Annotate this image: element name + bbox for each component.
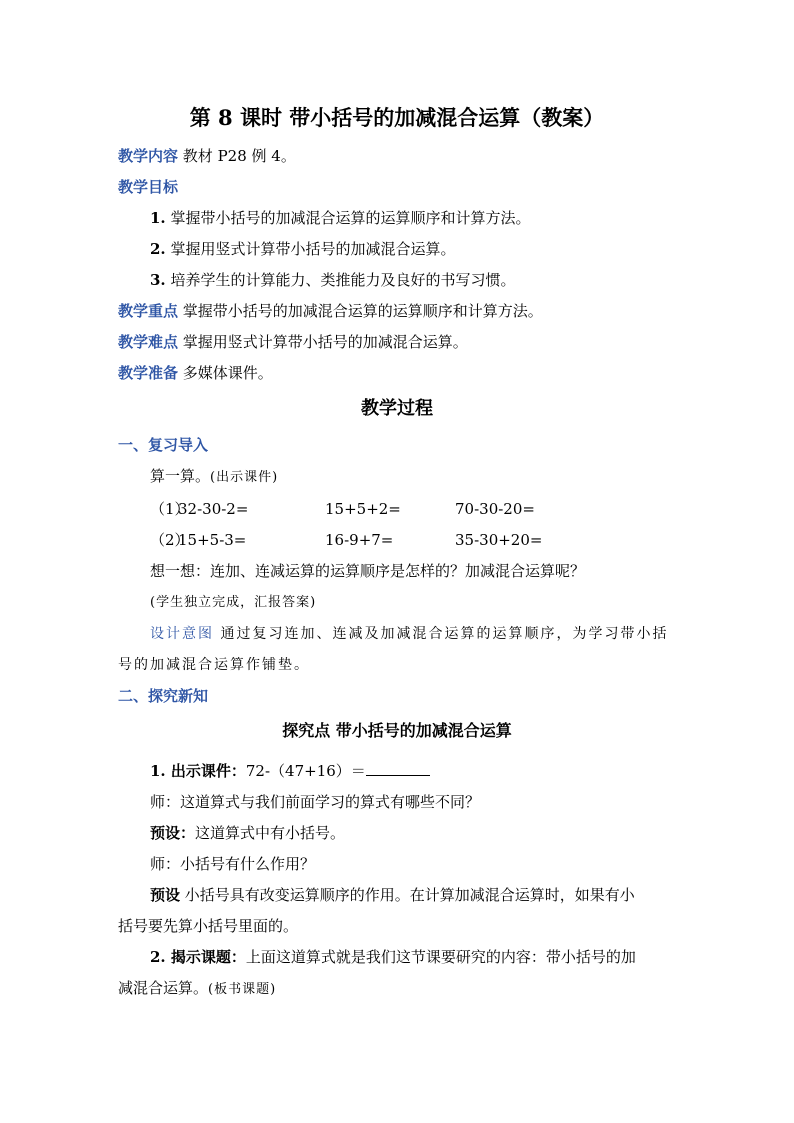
preset-label: 预设 [150,886,181,904]
design-intent-text: 通过复习连加、连减及加减混合运算的运算顺序，为学习带小括 [220,626,669,642]
teacher-question-1: 师：这道算式与我们前面学习的算式有哪些不同？ [150,793,481,811]
teaching-difficulty-label: 教学难点 [118,333,179,351]
exercise-expression: 70-30-20= [455,500,535,518]
step1-expression: 72-（47+16）＝ [245,762,366,780]
section2-heading: 二、探究新知 [118,687,209,705]
step2-text: 上面这道算式就是我们这节课要研究的内容：带小括号的加 [245,948,636,966]
preset-text: 这道算式中有小括号。 [195,824,346,842]
design-intent-continued: 号的加减混合运算作铺垫。 [118,657,310,673]
objective-number: 3. [150,271,166,289]
exercise-expression: 35-30+20= [455,531,543,549]
preset-answer-1 [150,823,345,843]
objective-item [150,270,515,290]
objective-item [150,208,530,228]
teaching-objectives-heading [118,177,178,197]
preset-answer-2-continued: 括号要先算小括号里面的。 [118,917,299,935]
exercise-row-number: （2） [150,531,190,549]
objective-text: 掌握用竖式计算带小括号的加减混合运算。 [170,240,456,258]
answer-note: (学生独立完成，汇报答案) [150,595,317,610]
objective-text: 掌握带小括号的加减混合运算的运算顺序和计算方法。 [170,209,531,227]
objective-text: 培养学生的计算能力、类推能力及良好的书写习惯。 [170,271,516,289]
objective-item [150,239,455,259]
exercise-expression: 15+5-3= [178,531,247,549]
step1 [150,761,430,781]
objective-number: 2. [150,240,166,258]
exercise-expression: 16-9+7= [325,531,394,549]
preset-text: 小括号具有改变运算顺序的作用。在计算加减混合运算时，如果有小 [184,886,635,904]
teaching-content-text: 教材 P28 例 4。 [182,147,296,165]
teaching-focus-label: 教学重点 [118,302,179,320]
exercise-row-number: （1） [150,500,190,518]
teaching-prep-text: 多媒体课件。 [182,364,273,382]
page-title: 第 8 课时 带小括号的加减混合运算（教案） [189,105,605,130]
teaching-content-label: 教学内容 [118,147,179,165]
teaching-content [118,146,296,166]
step2-label: 2. 揭示课题： [150,948,246,966]
step1-label: 1. 出示课件： [150,762,246,780]
think-question: 想一想：连加、连减运算的运算顺序是怎样的？加减混合运算呢？ [150,562,586,580]
answer-blank [366,761,430,776]
design-intent [150,624,668,644]
section2-subheading: 探究点 带小括号的加减混合运算 [282,721,512,740]
step2-continued [118,978,276,1000]
step2-text-continued: 减混合运算。 [118,979,209,997]
step2 [150,947,636,967]
step2-note: (板书课题) [208,982,277,997]
objective-number: 1. [150,209,166,227]
teaching-prep-label: 教学准备 [118,364,179,382]
teaching-focus [118,301,543,321]
teaching-objectives-label: 教学目标 [118,178,179,196]
section1-heading: 一、复习导入 [118,436,209,454]
teaching-focus-text: 掌握带小括号的加减混合运算的运算顺序和计算方法。 [182,302,543,320]
design-intent-label: 设计意图 [150,626,214,642]
exercise-expression: 15+5+2= [325,500,401,518]
teaching-difficulty-text: 掌握用竖式计算带小括号的加减混合运算。 [182,333,468,351]
preset-answer-2 [150,885,635,905]
section1-intro [150,466,278,488]
section1-intro-note: (出示课件) [210,470,279,485]
preset-label: 预设： [150,824,196,842]
teaching-difficulty [118,332,468,352]
teaching-prep [118,363,273,383]
exercise-expression: 32-30-2= [178,500,249,518]
section1-intro-text: 算一算。 [150,467,211,485]
teacher-question-2: 师：小括号有什么作用？ [150,855,316,873]
process-title: 教学过程 [361,398,433,419]
